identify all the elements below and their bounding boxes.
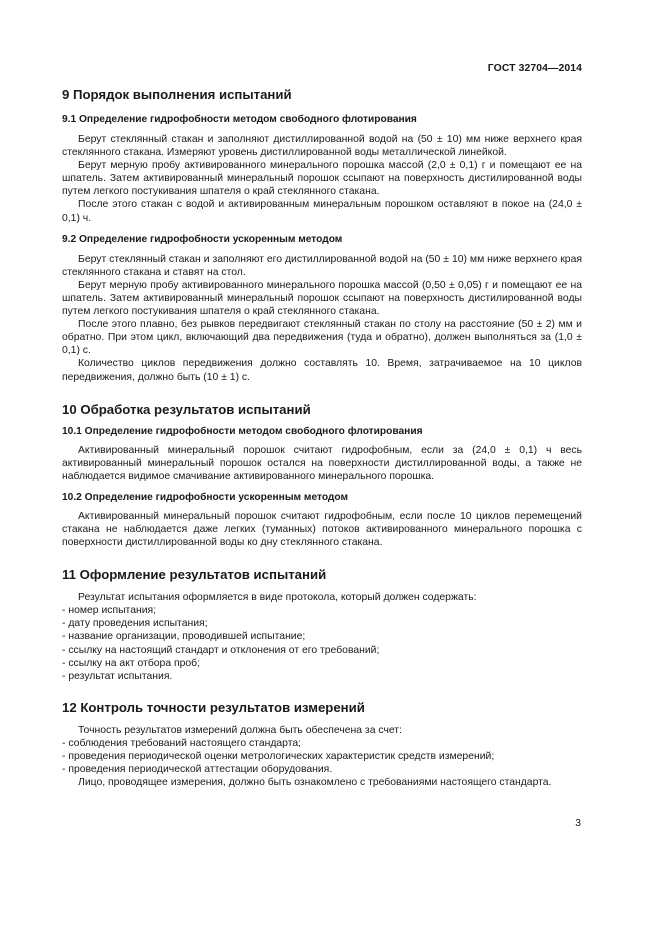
paragraph: Берут мерную пробу активированного минерального порошка массой (2,0 ± 0,1) г и помещают ее на шпатель. Затем активированный минеральный порошок ссыпают на поверхность дистилированной воды путем легкого постукивания шпателя о край стеклянного стакана. [62, 160, 582, 198]
paragraph: Берут мерную пробу активированного минерального порошка массой (0,50 ± 0,05) г и помещают ее на шпатель. Затем активированный минеральный порошок ссыпают на поверхность дистилированной воды путем легкого постукивания шпателя о край стеклянного стакана. [62, 279, 582, 318]
section-9-title: 9 Порядок выполнения испытаний [62, 87, 292, 102]
paragraph: Лицо, проводящее измерения, должно быть ознакомлено с требованиями настоящего стандарта. [78, 777, 552, 789]
list-item: - ссылку на настоящий стандарт и отклонения от его требований; [62, 644, 380, 656]
paragraph: Берут стеклянный стакан и заполняют его дистиллированной водой на (50 ± 10) мм ниже верхнего края стеклянного стакана и ставят на стол. [62, 253, 582, 278]
subsection-10-1-title: 10.1 Определение гидрофобности методом свободного флотирования [62, 425, 423, 437]
section-11-title: 11 Оформление результатов испытаний [62, 567, 327, 583]
paragraph: Берут стеклянный стакан и заполняют дистиллированной водой на (50 ± 10) мм ниже верхнего края стеклянного стакана. Измеряют уровень дистиллированной воды металлической линейкой. [62, 134, 582, 159]
list-item: - название организации, проводившей испытание; [62, 631, 306, 643]
paragraph: Активированный минеральный порошок считают гидрофобным, если за (24,0 ± 0,1) ч весь активированный минеральный порошок остался на поверхности дистиллированной воды, а также не наблюдается видимое смачивание активированного минерального порошка. [62, 444, 582, 482]
document-code: ГОСТ 32704—2014 [487, 63, 582, 74]
section-10-title: 10 Обработка результатов испытаний [62, 401, 311, 417]
page-content [62, 87, 582, 789]
list-item: - результат испытания. [62, 670, 173, 682]
section-12-title: 12 Контроль точности результатов измерений [62, 699, 365, 715]
paragraph: После этого стакан с водой и активированным минеральным порошком оставляют в покое на (24,0 ± 0,1) ч. [62, 199, 582, 224]
paragraph: Результат испытания оформляется в виде протокола, который должен содержать: [78, 592, 477, 604]
paragraph: После этого плавно, без рывков передвигают стеклянный стакан по столу на расстояние (50 ± 2) мм и обратно. При этом цикл, включающий два передвижения (туда и обратно), должен выполняться за (1,0 ± 0,1) с. [62, 319, 582, 357]
list-item: - ссылку на акт отбора проб; [62, 657, 201, 669]
list-item: - номер испытания; [62, 605, 157, 617]
paragraph: Точность результатов измерений должна быть обеспечена за счет: [78, 724, 402, 736]
subsection-10-2-title: 10.2 Определение гидрофобности ускоренным методом [62, 491, 349, 503]
list-item: - проведения периодической оценки метрологических характеристик средств измерений; [62, 751, 495, 762]
paragraph: Количество циклов передвижения должно составлять 10. Время, затрачиваемое на 10 циклов передвижения, должно быть (10 ± 1) с. [62, 358, 582, 383]
page-number: 3 [575, 818, 581, 829]
list-item: - дату проведения испытания; [62, 618, 208, 630]
list-item: - соблюдения требований настоящего стандарта; [62, 737, 302, 749]
list-item: - проведения периодической аттестации оборудования. [62, 764, 333, 776]
paragraph: Активированный минеральный порошок считают гидрофобным, если после 10 циклов перемещений стакана не наблюдается даже легких (туманных) потоков активированного минерального порошка с поверхности дистиллированной воды ко дну стеклянного стакана. [62, 510, 582, 549]
subsection-9-1-title: 9.1 Определение гидрофобности методом свободного флотирования [62, 114, 417, 125]
subsection-9-2-title: 9.2 Определение гидрофобности ускоренным методом [62, 233, 343, 245]
